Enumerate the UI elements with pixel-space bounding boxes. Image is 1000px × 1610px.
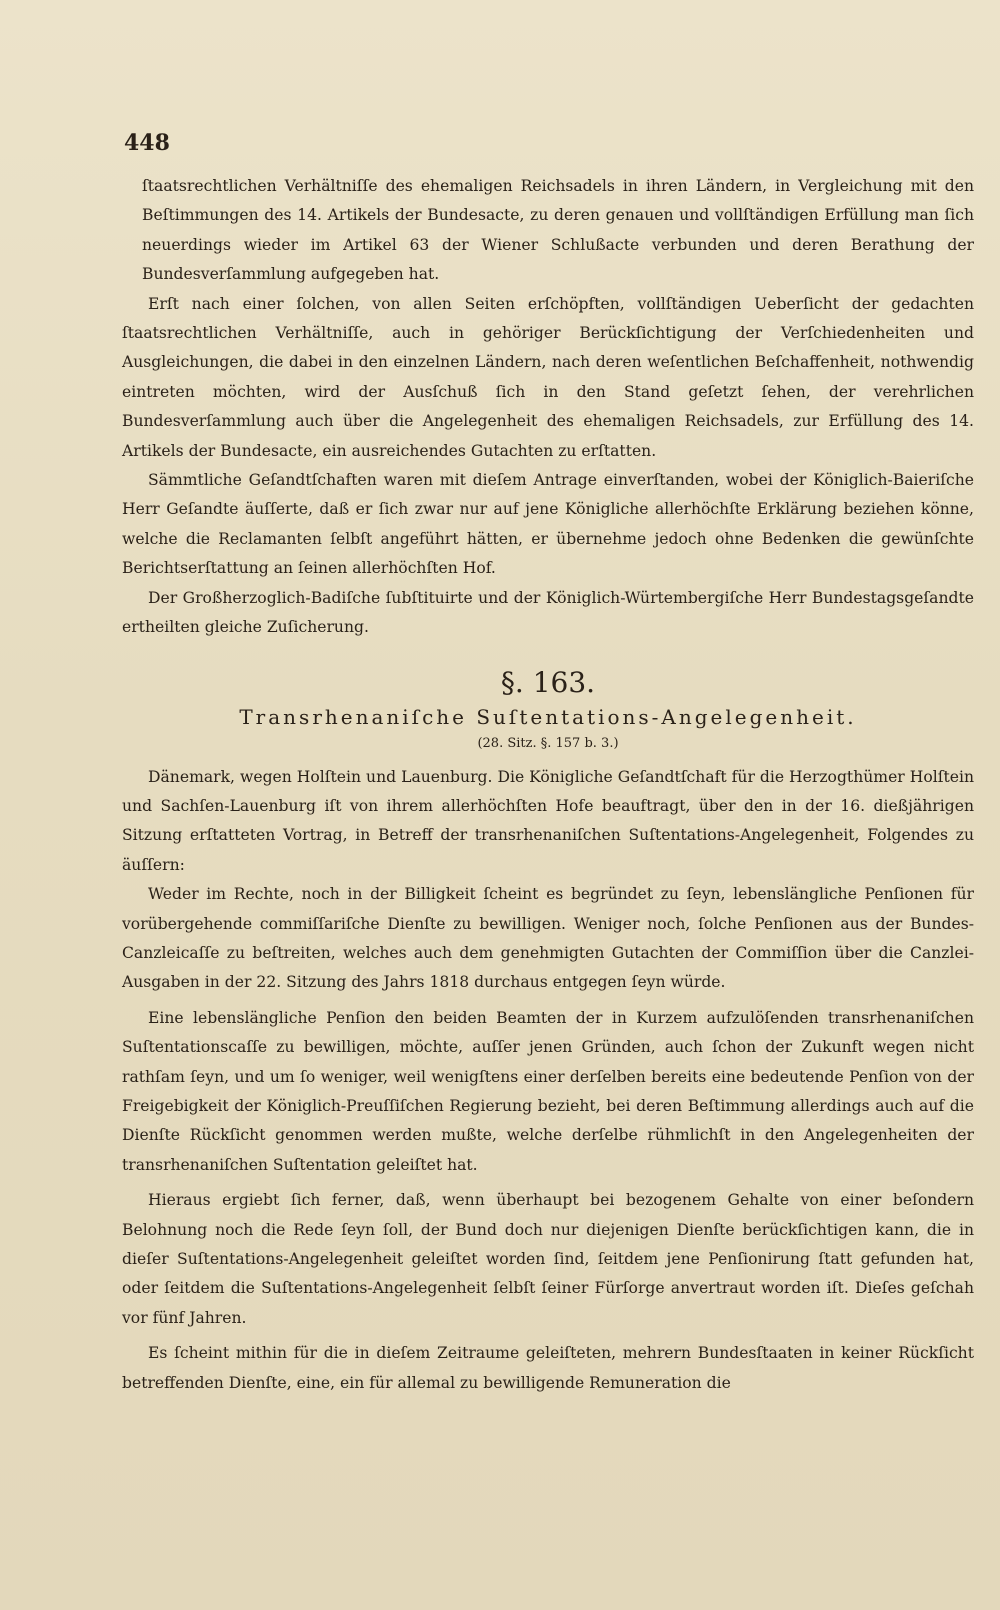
paragraph-reichsadel-continuation: ſtaatsrechtlichen Verhältniſſe des ehemaligen Reichsadels in ihren Ländern, in Vergleichung mit den Beſtimmungen des 14. Artikels der Bundesacte, zu deren genauen und vollſtändigen Erfüllung man ſich neuerdings wieder im Artikel 63 der Wiener Schlußacte verbunden und deren Berathung der Bundesverſammlung aufgegeben hat.: [142, 177, 974, 284]
paragraph-rechte: Weder im Rechte, noch in der Billigkeit ſcheint es begründet zu ſeyn, lebenslängliche Penſionen für vorübergehende commiſſariſche Dienſte zu bewilligen. Weniger noch, ſolche Penſionen aus der Bundes-Canzleicaſſe zu beſtreiten, welches auch dem genehmigten Gutachten der Commiſſion über die Canzlei-Ausgaben in der 22. Sitzung des Jahrs 1818 durchaus entgegen ſeyn würde.: [122, 885, 974, 992]
paragraph-hieraus: Hieraus ergiebt ſich ferner, daß, wenn überhaupt bei bezogenem Gehalte von einer beſondern Belohnung noch die Rede ſeyn ſoll, der Bund doch nur diejenigen Dienſte berückſichtigen kann, die in dieſer Suſtentations-Angelegenheit geleiſtet worden ſind, ſeitdem jene Penſionirung ſtatt gefunden hat, oder ſeitdem die Suſtentations-Angelegenheit ſelbſt ſeiner Fürſorge anvertraut worden iſt. Dieſes geſchah vor fünf Jahren.: [122, 1191, 974, 1327]
page-number: 448: [124, 130, 170, 156]
paragraph-zusicherung: Der Großherzoglich-Badiſche ſubſtituirte und der Königlich-Würtembergiſche Herr Bundestagsgeſandte ertheilten gleiche Zuſicherung.: [122, 588, 974, 637]
page-body: [122, 128, 974, 1398]
section-title: Transrhenaniſche Suſtentations-Angelegenheit.: [239, 704, 857, 729]
paragraph-gesandtschaften: Sämmtliche Geſandtſchaften waren mit dieſem Antrage einverſtanden, wobei der Königlich-Baieriſche Herr Geſandte äuſſerte, daß er ſich zwar nur auf jene Königliche allerhöchſte Erklärung beziehen könne, welche die Reclamanten ſelbſt angeführt hätten, er übernehme jedoch ohne Bedenken die gewünſchte Berichtserſtattung an ſeinen allerhöchſten Hof.: [122, 471, 974, 578]
paragraph-ausschuss: Erſt nach einer ſolchen, von allen Seiten erſchöpften, vollſtändigen Ueberſicht der gedachten ſtaatsrechtlichen Verhältniſſe, auch in gehöriger Berückſichtigung der Verſchiedenheiten und Ausgleichungen, die dabei in den einzelnen Ländern, nach deren weſentlichen Beſchaffenheit, nothwendig eintreten möchten, wird der Ausſchuß ſich in den Stand geſetzt ſehen, der verehrlichen Bundesverſammlung auch über die Angelegenheit des ehemaligen Reichsadels, zur Erfüllung des 14. Artikels der Bundesacte, ein ausreichendes Gutachten zu erſtatten.: [122, 294, 974, 460]
paragraph-remuneration: Es ſcheint mithin für die in dieſem Zeitraume geleiſteten, mehrern Bundesſtaaten in keiner Rückſicht betreffenden Dienſte, eine, ein für allemal zu bewilligende Remuneration die: [122, 1344, 974, 1392]
section-number: §. 163.: [500, 665, 596, 699]
section-reference: (28. Sitz. §. 157 b. 3.): [477, 735, 619, 751]
paragraph-pension: Eine lebenslängliche Penſion den beiden Beamten der in Kurzem aufzulöſenden transrhenaniſchen Suſtentationscaſſe zu bewilligen, möchte, auſſer jenen Gründen, auch ſchon der Zukunft wegen nicht rathſam ſeyn, und um ſo weniger, weil wenigſtens einer derſelben bereits eine bedeutende Penſion von der Freigebigkeit der Königlich-Preuſſiſchen Regierung bezieht, bei deren Beſtimmung allerdings auch auf die Dienſte Rückſicht genommen werden mußte, welche derſelbe rühmlichſt in den Angelegenheiten der transrhenaniſchen Suſtentation geleiſtet hat.: [122, 1008, 974, 1174]
paragraph-daenemark: Dänemark, wegen Holſtein und Lauenburg. Die Königliche Geſandtſchaft für die Herzogthümer Holſtein und Sachſen-Lauenburg iſt von ihrem allerhöchſten Hofe beauftragt, über den in der 16. dießjährigen Sitzung erſtatteten Vortrag, in Betreff der transrhenaniſchen Suſtentations-Angelegenheit, Folgendes zu äuſſern:: [122, 767, 974, 874]
